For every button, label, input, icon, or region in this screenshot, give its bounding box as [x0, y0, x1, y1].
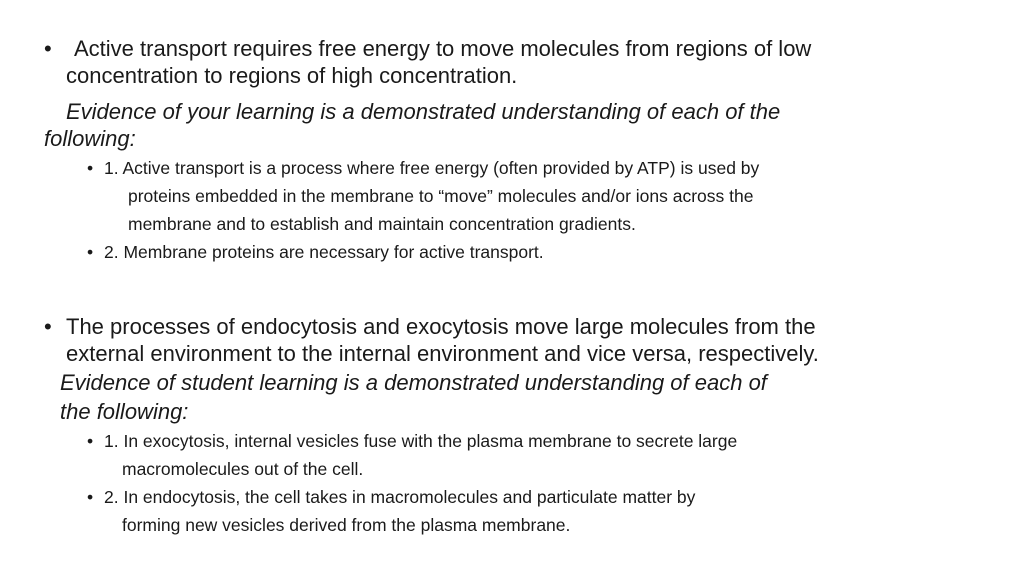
section1-evidence-line2: following: [44, 126, 136, 151]
bullet-icon: • [87, 487, 94, 507]
section2-evidence-line2: the following: [60, 399, 189, 424]
section2-item1-line2: macromolecules out of the cell. [122, 459, 364, 479]
section2-evidence-line1: Evidence of student learning is a demonstrated understanding of each of [60, 370, 767, 395]
section1-evidence-line1: Evidence of your learning is a demonstrated understanding of each of the [66, 99, 781, 124]
section2-main-line1: The processes of endocytosis and exocytosis move large molecules from the [66, 314, 816, 339]
section1-item2-line1: 2. Membrane proteins are necessary for active transport. [104, 242, 544, 262]
bullet-icon: • [87, 242, 94, 262]
section2-main-line2: external environment to the internal environment and vice versa, respectively. [66, 341, 819, 366]
bullet-icon: • [44, 314, 52, 339]
section1-main-line2: concentration to regions of high concentration. [66, 63, 518, 88]
bullet-icon: • [87, 431, 94, 451]
section1-main-line1: Active transport requires free energy to move molecules from regions of low [74, 36, 812, 61]
bullet-icon: • [87, 158, 94, 178]
section2-item2-line2: forming new vesicles derived from the plasma membrane. [122, 515, 571, 535]
bullet-icon: • [44, 36, 52, 61]
section1-item1-line2: proteins embedded in the membrane to “move” molecules and/or ions across the [128, 186, 754, 206]
section2-item1-line1: 1. In exocytosis, internal vesicles fuse with the plasma membrane to secrete large [104, 431, 738, 451]
section1-item1-line3: membrane and to establish and maintain concentration gradients. [128, 214, 636, 234]
section1-item1-line1: 1. Active transport is a process where free energy (often provided by ATP) is used by [104, 158, 760, 178]
section2-item2-line1: 2. In endocytosis, the cell takes in macromolecules and particulate matter by [104, 487, 696, 507]
